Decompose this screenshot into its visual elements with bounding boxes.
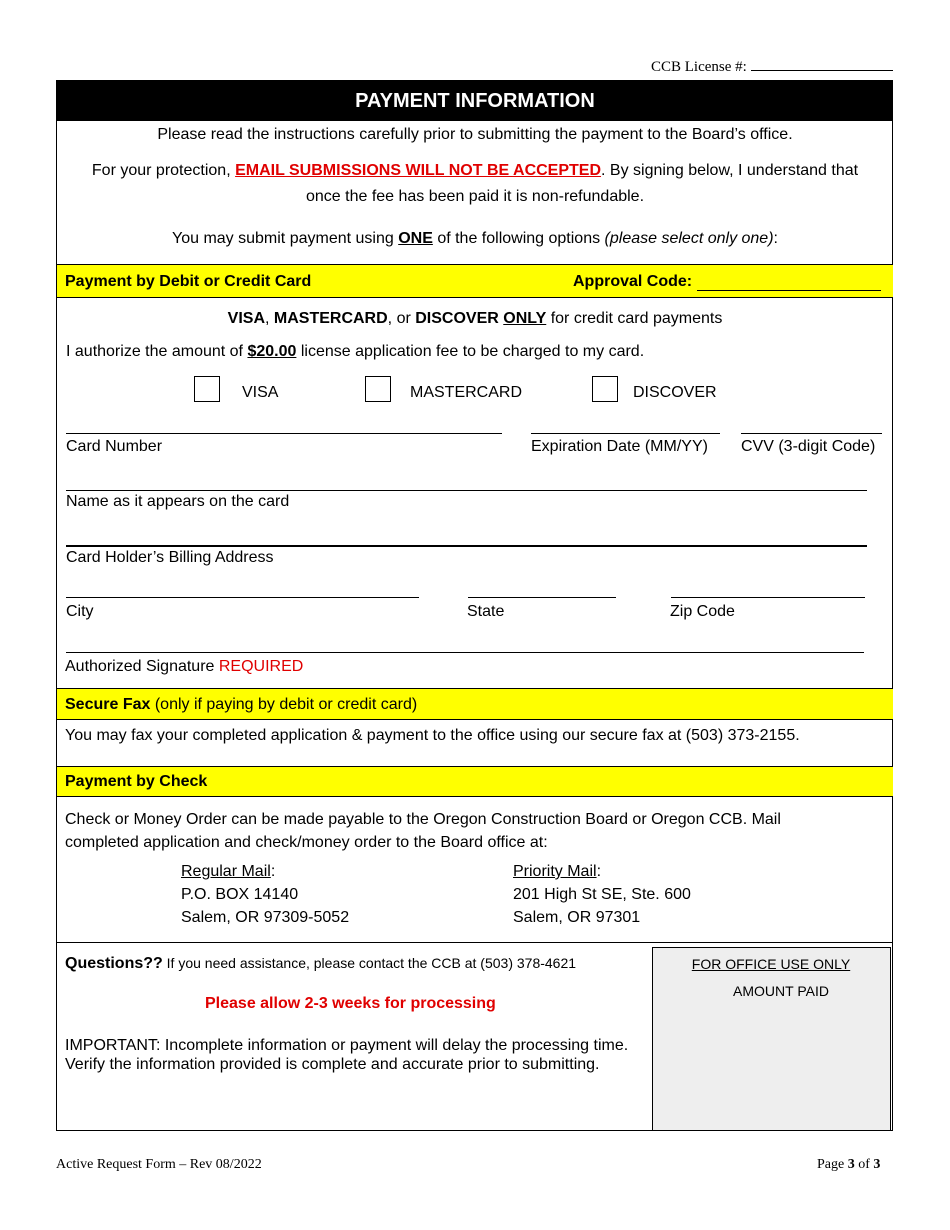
fax-section-header xyxy=(57,688,893,720)
page-title: PAYMENT INFORMATION xyxy=(57,81,893,121)
name-on-card-label: Name as it appears on the card xyxy=(66,493,290,510)
page-prefix: Page xyxy=(817,1157,848,1172)
office-use-box xyxy=(652,947,891,1131)
page-of: of xyxy=(854,1157,874,1172)
page-current: 3 xyxy=(847,1157,855,1172)
ccb-license-input[interactable] xyxy=(751,57,893,71)
card-section-header xyxy=(57,264,893,298)
priority-mail-colon: : xyxy=(596,863,602,880)
checkbox-visa[interactable] xyxy=(194,376,220,402)
regular-mail-colon: : xyxy=(270,863,276,880)
authorize-suffix: license application fee to be charged to my card. xyxy=(296,343,645,360)
billing-address-input[interactable] xyxy=(66,545,867,547)
check-line-1: Check or Money Order can be made payable to the Oregon Construction Board or Oregon CCB. Mail xyxy=(65,811,781,828)
priority-mail-title: Priority Mail xyxy=(513,863,597,880)
options-mid: of the following options xyxy=(432,230,605,247)
brand-only: ONLY xyxy=(503,310,547,327)
priority-mail-line-1: 201 High St SE, Ste. 600 xyxy=(513,886,691,903)
ccb-license-label: CCB License #: xyxy=(651,59,747,75)
questions-text: If you need assistance, please contact the CCB at (503) 378-4621 xyxy=(162,955,577,971)
intro-line-1: Please read the instructions carefully prior to submitting the payment to the Board’s office. xyxy=(157,126,793,143)
fax-title-rest: (only if paying by debit or credit card) xyxy=(150,696,418,713)
brand-suffix: for credit card payments xyxy=(546,310,723,327)
questions-line xyxy=(65,955,576,973)
brand-mastercard: MASTERCARD xyxy=(273,310,388,327)
processing-notice: Please allow 2-3 weeks for processing xyxy=(205,995,496,1012)
checkbox-visa-label: VISA xyxy=(242,384,279,401)
fax-section-title xyxy=(65,696,417,714)
cvv-label: CVV (3-digit Code) xyxy=(741,438,876,455)
regular-mail-title: Regular Mail xyxy=(181,863,271,880)
options-end: : xyxy=(773,230,778,247)
fax-title-bold: Secure Fax xyxy=(65,696,151,713)
regular-mail-line-1: P.O. BOX 14140 xyxy=(181,886,299,903)
approval-code-label: Approval Code: xyxy=(573,273,693,290)
priority-mail-line-2: Salem, OR 97301 xyxy=(513,909,641,926)
expiration-input[interactable] xyxy=(531,433,720,434)
state-input[interactable] xyxy=(468,597,616,598)
authorize-amount: $20.00 xyxy=(247,343,297,360)
signature-input[interactable] xyxy=(66,652,864,653)
city-input[interactable] xyxy=(66,597,419,598)
priority-mail-label xyxy=(513,863,601,881)
city-label: City xyxy=(66,603,94,620)
checkbox-discover-label: DISCOVER xyxy=(633,384,717,401)
card-number-label: Card Number xyxy=(66,438,163,455)
check-line-2: completed application and check/money order to the Board office at: xyxy=(65,834,548,851)
regular-mail-line-2: Salem, OR 97309-5052 xyxy=(181,909,350,926)
bottom-divider xyxy=(57,942,893,943)
state-label: State xyxy=(467,603,505,620)
options-one: ONE xyxy=(398,230,433,247)
zip-input[interactable] xyxy=(671,597,865,598)
brand-discover: DISCOVER xyxy=(415,310,499,327)
protection-suffix: . By signing below, I understand that xyxy=(601,162,859,179)
checkbox-mastercard-label: MASTERCARD xyxy=(410,384,523,401)
questions-label: Questions?? xyxy=(65,955,163,972)
protection-prefix: For your protection, xyxy=(91,162,236,179)
intro-line-3: once the fee has been paid it is non-refundable. xyxy=(305,188,645,205)
authorize-prefix: I authorize the amount of xyxy=(66,343,248,360)
checkbox-mastercard[interactable] xyxy=(365,376,391,402)
page-total: 3 xyxy=(873,1157,881,1172)
check-section-header xyxy=(57,766,893,797)
options-prefix: You may submit payment using xyxy=(172,230,399,247)
intro-line-2 xyxy=(57,162,893,180)
signature-label xyxy=(65,658,303,676)
office-use-title: FOR OFFICE USE ONLY xyxy=(691,956,851,972)
email-warning: EMAIL SUBMISSIONS WILL NOT BE ACCEPTED xyxy=(235,162,602,179)
options-italic: (please select only one) xyxy=(604,230,774,247)
card-section-title: Payment by Debit or Credit Card xyxy=(65,273,312,290)
fax-instructions: You may fax your completed application & payment to the office using our secure fax at (503) 373-2155. xyxy=(65,727,800,744)
brand-visa: VISA xyxy=(227,310,265,327)
intro-options xyxy=(57,230,893,248)
name-on-card-input[interactable] xyxy=(66,490,867,491)
ccb-license-field xyxy=(651,57,893,76)
cvv-input[interactable] xyxy=(741,433,882,434)
checkbox-discover[interactable] xyxy=(592,376,618,402)
check-section-title: Payment by Check xyxy=(65,773,208,790)
approval-code-input[interactable] xyxy=(697,290,881,291)
zip-label: Zip Code xyxy=(670,603,735,620)
important-notice: IMPORTANT: Incomplete information or payment will delay the processing time. Verify the information provided is complete and accurate prior to submitting. xyxy=(65,1037,629,1073)
brand-sep-2: , or xyxy=(387,310,416,327)
billing-address-label: Card Holder’s Billing Address xyxy=(66,549,274,566)
page-number xyxy=(817,1157,880,1173)
expiration-label: Expiration Date (MM/YY) xyxy=(531,438,708,455)
signature-required: REQUIRED xyxy=(218,658,304,675)
brand-sep-1: , xyxy=(265,310,274,327)
form-revision: Active Request Form – Rev 08/2022 xyxy=(56,1157,262,1172)
amount-paid-label: AMOUNT PAID xyxy=(733,983,829,999)
authorize-amount-line xyxy=(66,343,644,361)
regular-mail-label xyxy=(181,863,275,881)
card-number-input[interactable] xyxy=(66,433,502,434)
signature-text: Authorized Signature xyxy=(65,658,219,675)
card-brands-note xyxy=(57,310,893,328)
